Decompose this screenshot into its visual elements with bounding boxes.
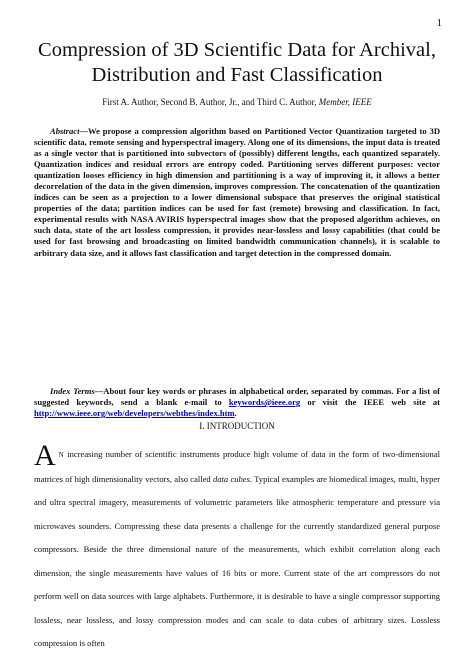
- index-terms-text: —About four key words or phrases in alphabetical order, separated by commas. For a list of suggested keywords, send a blank e-mail to: [34, 386, 440, 408]
- index-terms: [34, 386, 440, 419]
- page-number: 1: [436, 17, 442, 29]
- introduction-body: [34, 439, 441, 656]
- author-names: First A. Author, Second B. Author, Jr., and Third C. Author,: [102, 97, 319, 107]
- abstract: [34, 126, 440, 259]
- lead-in-letter: N: [58, 451, 65, 459]
- index-terms-text-middle: or visit the IEEE web site at: [300, 397, 440, 408]
- title-line-1: Compression of 3D Scientific Data for Archival,: [38, 39, 436, 61]
- intro-text-1: increasing number of scientific instruments produce high volume of data in the form of two-dimensional matrices of high dimensionality vectors, also called: [34, 449, 440, 484]
- drop-cap: A: [34, 439, 56, 472]
- index-terms-label: Index Terms: [50, 386, 95, 396]
- author-line: [30, 97, 444, 107]
- index-terms-text-end: .: [234, 408, 237, 419]
- section-heading: I. INTRODUCTION: [199, 421, 275, 431]
- abstract-text: —We propose a compression algorithm based on Partitioned Vector Quantization targeted to 3D scientific data, remote sensing and hyperspectral imagery. Along one of its dimensions, the input data is treated as a single vector that is partitioned into subvectors of (possibly) different lengths, each quantized separately. Quantization indices and residual errors are entropy coded. Partitioning serves different purposes: vector quantization looses efficiency in high dimension and partitioning is a way of improving it, it allows a better decorrelation of the data in the given dimension, improves compression. The concatenation of the quantization indices can be seen as a projection to a lower dimensional subspace that preserves the original statistical properties of the data; partition indices can be used for fast (remote) browsing and classification. In fact, experimental results with NASA AVIRIS hyperspectral images show that the proposed algorithm achieves, on such data, state of the art lossless compression, it provides near-lossless and lossy capabilities (that could be used for fast browsing and broadcasting on limited bandwidth communication channels), it is scalable to arbitrary data size, and it allows fast classification and target detection in the compressed domain.: [34, 126, 440, 258]
- title-line-2: Distribution and Fast Classification: [91, 64, 383, 86]
- paper-title: [30, 38, 444, 88]
- abstract-label: Abstract: [50, 126, 80, 136]
- ieee-website-link[interactable]: http://www.ieee.org/web/developers/webthes/index.htm: [34, 408, 235, 419]
- intro-text-2: . Typical examples are biomedical images, multi, hyper and ultra spectral imagery, measurements of volumetric parameters like atmospheric temperature and pressure via microwaves sounders. Compressing these data presents a challenge for the currently standardized general purpose compressors. Beside the three dimensional nature of the measurements, which exhibit correlation along each dimension, the single measurements have values of 16 bits or more. Current state of the art compressors do not perform well on data sources with large alphabets. Furthermore, it is desirable to have a single compressor supporting lossless, near lossless, and lossy compression modes and can scale to data cubes of arbitrary sizes. Lossless compression is often: [34, 473, 441, 648]
- keywords-email-link[interactable]: keywords@ieee.org: [228, 397, 301, 408]
- intro-italic-term: data cubes: [212, 473, 250, 484]
- author-membership: Member, IEEE: [318, 97, 372, 107]
